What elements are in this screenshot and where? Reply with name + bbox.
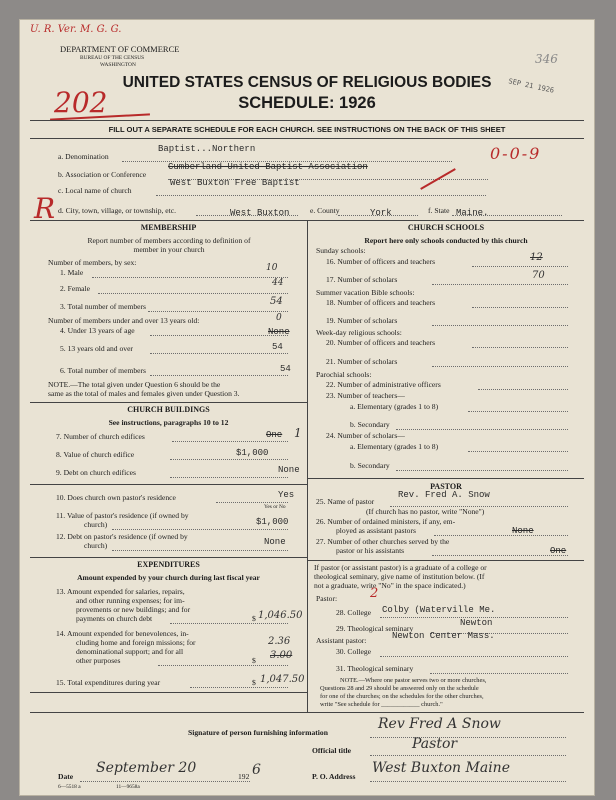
q11-label-b: church) <box>84 520 108 529</box>
q7-value: One <box>266 430 283 440</box>
census-form <box>20 20 594 795</box>
total-members-label: 3. Total number of members <box>60 302 147 311</box>
q13-a: 13. Amount expended for salaries, repairs, <box>56 587 185 596</box>
q9-label: 9. Debt on church edifices <box>56 468 136 477</box>
pastor-heading: PASTOR <box>430 482 462 491</box>
q10-value: Yes <box>278 490 295 500</box>
under13-label: 4. Under 13 years of age <box>60 326 135 335</box>
q11-value: $1,000 <box>256 517 289 527</box>
male-label: 1. Male <box>60 268 84 277</box>
q29-value: Newton <box>460 618 493 628</box>
denomination-code: 0-0-9 <box>490 144 542 163</box>
q26-a: 26. Number of ordained ministers, if any, em- <box>316 517 456 526</box>
denomination-value: Baptist...Northern <box>158 144 256 154</box>
q23b-label: b. Secondary <box>350 420 390 429</box>
q7-pencil: 1 <box>294 426 302 440</box>
q14-dollar: $ <box>252 656 256 665</box>
q8-value: $1,000 <box>236 448 269 458</box>
form-title: UNITED STATES CENSUS OF RELIGIOUS BODIES <box>122 74 492 91</box>
over13-label: 5. 13 years old and over <box>60 344 133 353</box>
q13-dollar: $ <box>252 614 256 623</box>
county-value: York <box>370 208 392 218</box>
q31-label: 31. Theological seminary <box>336 664 414 673</box>
q24a-label: a. Elementary (grades 1 to 8) <box>350 442 439 451</box>
total6-value: 54 <box>280 364 291 374</box>
q24-label: 24. Number of scholars— <box>326 431 405 440</box>
sunday-label: Sunday schools: <box>316 246 366 255</box>
bureau-name: BUREAU OF THE CENSUS <box>80 55 145 61</box>
margin-mark: R <box>34 192 56 225</box>
pastor-note-2: Questions 28 and 29 should be answered only on the schedule <box>320 685 479 692</box>
denomination-label: a. Denomination <box>58 152 109 161</box>
stamp-number: 346 <box>535 52 558 66</box>
pastor-subhead: Pastor: <box>316 594 338 603</box>
by-sex-label: Number of members, by sex: <box>48 258 137 267</box>
grad-note-2: theological seminary, give name of institution below. (If <box>314 572 485 581</box>
q11-label-a: 11. Value of pastor's residence (if owned by <box>56 511 189 520</box>
q16-value: 12 <box>530 252 543 263</box>
department-name: DEPARTMENT OF COMMERCE <box>60 44 180 54</box>
q19-label: 19. Number of scholars <box>326 316 398 325</box>
q25-value: Rev. Fred A. Snow <box>398 490 490 500</box>
official-title-label: Official title <box>312 746 352 755</box>
buildings-heading: CHURCH BUILDINGS <box>127 405 210 414</box>
q7-label: 7. Number of church edifices <box>56 432 145 441</box>
top-pencil-note: U. R. Ver. M. G. G. <box>30 24 122 35</box>
form-code: 6—5518 a <box>58 784 81 790</box>
under13-value: None <box>268 327 290 337</box>
pastor-note-1: NOTE.—Where one pastor serves two or more churches, <box>340 677 487 684</box>
schedule-heading: SCHEDULE: 1926 <box>238 94 376 112</box>
address-label: P. O. Address <box>312 772 356 781</box>
q23-label: 23. Number of teachers— <box>326 391 405 400</box>
q20-label: 20. Number of officers and teachers <box>326 338 436 347</box>
year-suffix: 6 <box>252 762 261 778</box>
q25-label: 25. Name of pastor <box>316 497 375 506</box>
city-label: d. City, town, village, or township, etc. <box>58 206 177 215</box>
q15-label: 15. Total expenditures during year <box>56 678 161 687</box>
expenditures-sub: Amount expended by your church during last fiscal year <box>77 573 260 582</box>
q8-label: 8. Value of church edifice <box>56 450 135 459</box>
schools-heading: CHURCH SCHOOLS <box>407 223 485 232</box>
date-label: Date <box>58 772 74 781</box>
grad-note-3: not a graduate, write "No" in the space indicated.) <box>314 581 466 590</box>
signature-value: Rev Fred A Snow <box>378 716 501 732</box>
city-value: West Buxton <box>230 208 290 218</box>
q10-hint: Yes or No <box>264 504 286 510</box>
grad-note-1: If pastor (or assistant pastor) is a graduate of a college or <box>314 563 487 572</box>
q21-label: 21. Number of scholars <box>326 357 398 366</box>
q10-label: 10. Does church own pastor's residence <box>56 493 176 502</box>
q27-a: 27. Number of other churches served by the <box>316 537 450 546</box>
q25-note: (If church has no pastor, write "None") <box>366 507 485 516</box>
membership-note2: same as the total of males and females given under Question 3. <box>48 389 240 398</box>
membership-note1: NOTE.—The total given under Question 6 should be the <box>48 380 221 389</box>
q18-label: 18. Number of officers and teachers <box>326 298 436 307</box>
q14-c: denominational support; and for all <box>76 647 184 656</box>
parochial-label: Parochial schools: <box>316 370 372 379</box>
q29-label: 29. Theological seminary <box>336 624 414 633</box>
form-code-2: 11—9658a <box>116 784 140 790</box>
instruction-banner: FILL OUT A SEPARATE SCHEDULE FOR EACH CHURCH. SEE INSTRUCTIONS ON THE BACK OF THIS SHEET <box>108 125 506 134</box>
q27-b: pastor or his assistants <box>336 546 405 555</box>
q12-label-b: church) <box>84 541 108 550</box>
age-intro: Number of members under and over 13 years old: <box>48 316 200 325</box>
q13-b: and other running expenses; for im- <box>76 596 185 605</box>
q12-label-a: 12. Debt on pastor's residence (if owned by <box>56 532 188 541</box>
over13-value: 54 <box>272 342 283 352</box>
city-name: WASHINGTON <box>100 62 136 68</box>
county-label: e. County <box>310 206 340 215</box>
male-value: 10 <box>266 263 278 273</box>
state-label: f. State <box>428 206 450 215</box>
q14-d: other purposes <box>76 656 121 665</box>
association-label: b. Association or Conference <box>58 170 147 179</box>
summer-label: Summer vacation Bible schools: <box>316 288 415 297</box>
q15-value: 1,047.50 <box>260 674 305 685</box>
q12-value: None <box>264 537 286 547</box>
schools-sub: Report here only schools conducted by this church <box>364 236 528 245</box>
q23a-label: a. Elementary (grades 1 to 8) <box>350 402 439 411</box>
q13-value: 1,046.50 <box>258 610 303 621</box>
q13-d: payments on church debt <box>76 614 153 623</box>
address-value: West Buxton Maine <box>372 760 510 776</box>
q28-label: 28. College <box>336 608 372 617</box>
female-value: 44 <box>272 278 284 288</box>
q27-value: One <box>550 546 567 556</box>
official-title-value: Pastor <box>412 736 458 752</box>
date-value: September 20 <box>96 760 197 776</box>
expenditures-heading: EXPENDITURES <box>137 560 200 569</box>
q13-c: provements or new buildings; and for <box>76 605 191 614</box>
under13-pencil: 0 <box>276 313 282 323</box>
buildings-sub: See instructions, paragraphs 10 to 12 <box>108 418 229 427</box>
pastor-note-3: for one of the churches; on the schedules for the other churches, <box>320 693 484 700</box>
q15-dollar: $ <box>252 678 256 687</box>
association-value: Cumberland United Baptist Association <box>168 162 368 172</box>
assistant-subhead: Assistant pastor: <box>316 636 367 645</box>
q14-value: 3.00 <box>270 650 293 661</box>
q26-b: ployed as assistant pastors <box>336 526 416 535</box>
signature-label: Signature of person furnishing information <box>188 728 328 737</box>
total6-label: 6. Total number of members <box>60 366 147 375</box>
pastor-note-4: write "See schedule for ____________ church." <box>320 701 443 708</box>
membership-intro2: member in your church <box>133 245 205 254</box>
female-label: 2. Female <box>60 284 90 293</box>
membership-intro1: Report number of members according to definition of <box>87 236 251 245</box>
year-prefix: 192 <box>238 772 250 781</box>
q14-pencil: 2.36 <box>268 636 291 647</box>
received-stamp: SEP 21 1926 <box>507 77 555 95</box>
q14-b: cluding home and foreign missions; for <box>76 638 196 647</box>
local-name-value: West Buxton Free Baptist <box>170 178 300 188</box>
local-name-label: c. Local name of church <box>58 186 132 195</box>
q14-a: 14. Amount expended for benevolences, in- <box>56 629 189 638</box>
schedule-number: 202 <box>54 86 108 119</box>
q9-value: None <box>278 465 300 475</box>
assistant-value: Newton Center Mass. <box>392 631 495 641</box>
state-value: Maine. <box>456 208 489 218</box>
q28-value: Colby (Waterville Me. <box>382 605 496 615</box>
membership-heading: MEMBERSHIP <box>140 223 197 232</box>
q17-label: 17. Number of scholars <box>326 275 398 284</box>
q24b-label: b. Secondary <box>350 461 390 470</box>
pastor-pencil: 2 <box>370 586 379 601</box>
q30-label: 30. College <box>336 647 372 656</box>
total-members-value: 54 <box>270 296 283 307</box>
q17-value: 70 <box>532 270 545 281</box>
q16-label: 16. Number of officers and teachers <box>326 257 436 266</box>
q22-label: 22. Number of administrative officers <box>326 380 441 389</box>
weekday-label: Week-day religious schools: <box>316 328 402 337</box>
q26-value: None <box>512 526 534 536</box>
